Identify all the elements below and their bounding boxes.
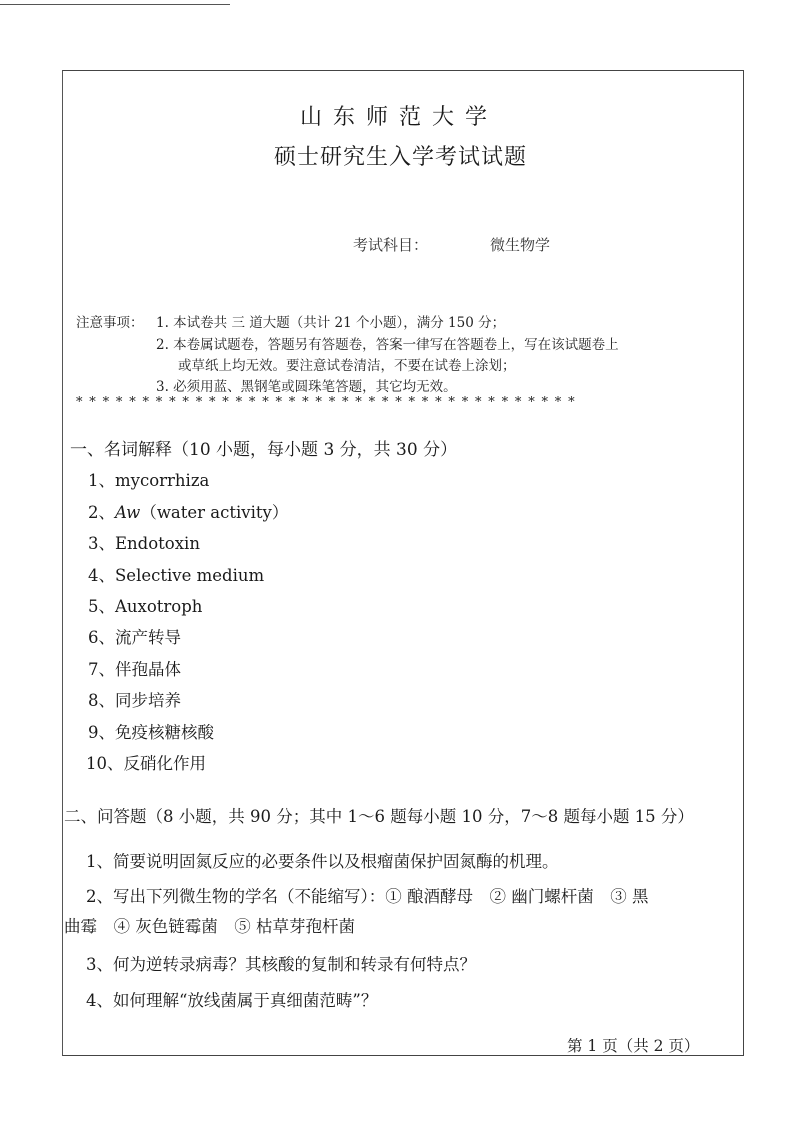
- notice-label: 注意事项：: [76, 315, 144, 331]
- notice-line-1: 1. 本试卷共 三 道大题（共计 21 个小题），满分 150 分；: [156, 315, 506, 331]
- term-item: 5、Auxotroph: [88, 597, 203, 616]
- term-item: 6、流产转导: [88, 628, 181, 647]
- question-1: 1、简要说明固氮反应的必要条件以及根瘤菌保护固氮酶的机理。: [86, 852, 559, 871]
- term-item: 7、伴孢晶体: [88, 660, 181, 679]
- term-item: 10、反硝化作用: [86, 754, 206, 773]
- subject-label: 考试科目：: [353, 236, 429, 254]
- term-item: 3、Endotoxin: [88, 534, 200, 553]
- subject-value: 微生物学: [490, 236, 551, 254]
- top-rule: [0, 4, 230, 5]
- term-item: 9、免疫核糖核酸: [88, 723, 214, 742]
- term-item: 8、同步培养: [88, 691, 181, 710]
- term-item: 2、Aw（water activity）: [88, 503, 289, 522]
- notice-line-2-cont: 或草纸上均无效。要注意试卷清洁，不要在试卷上涂划；: [178, 358, 516, 374]
- term-item: 1、mycorrhiza: [88, 471, 210, 490]
- question-4: 4、如何理解“放线菌属于真细菌范畴”？: [86, 991, 378, 1010]
- section1-heading: 一、名词解释（10 小题，每小题 3 分，共 30 分）: [70, 440, 458, 460]
- question-2-cont: 曲霉 ④ 灰色链霉菌 ⑤ 枯草芽孢杆菌: [64, 917, 355, 936]
- page-number: 第 1 页（共 2 页）: [567, 1037, 700, 1055]
- section2-heading: 二、问答题（8 小题，共 90 分；其中 1～6 题每小题 10 分，7～8 题每小题 15 分）: [64, 807, 694, 826]
- question-2: 2、写出下列微生物的学名（不能缩写）：① 酿酒酵母 ② 幽门螺杆菌 ③ 黑: [86, 887, 649, 906]
- question-3: 3、何为逆转录病毒？其核酸的复制和转录有何特点？: [86, 955, 476, 974]
- star-separator: **************************************: [76, 395, 582, 410]
- notice-line-2: 2. 本卷属试题卷，答题另有答题卷，答案一律写在答题卷上，写在该试题卷上: [156, 337, 619, 353]
- notice-line-3: 3. 必须用蓝、黑钢笔或圆珠笔答题，其它均无效。: [156, 379, 457, 395]
- university-name: 山东师范大学: [300, 105, 499, 130]
- term-item: 4、Selective medium: [88, 566, 265, 585]
- exam-title: 硕士研究生入学考试试题: [274, 145, 528, 170]
